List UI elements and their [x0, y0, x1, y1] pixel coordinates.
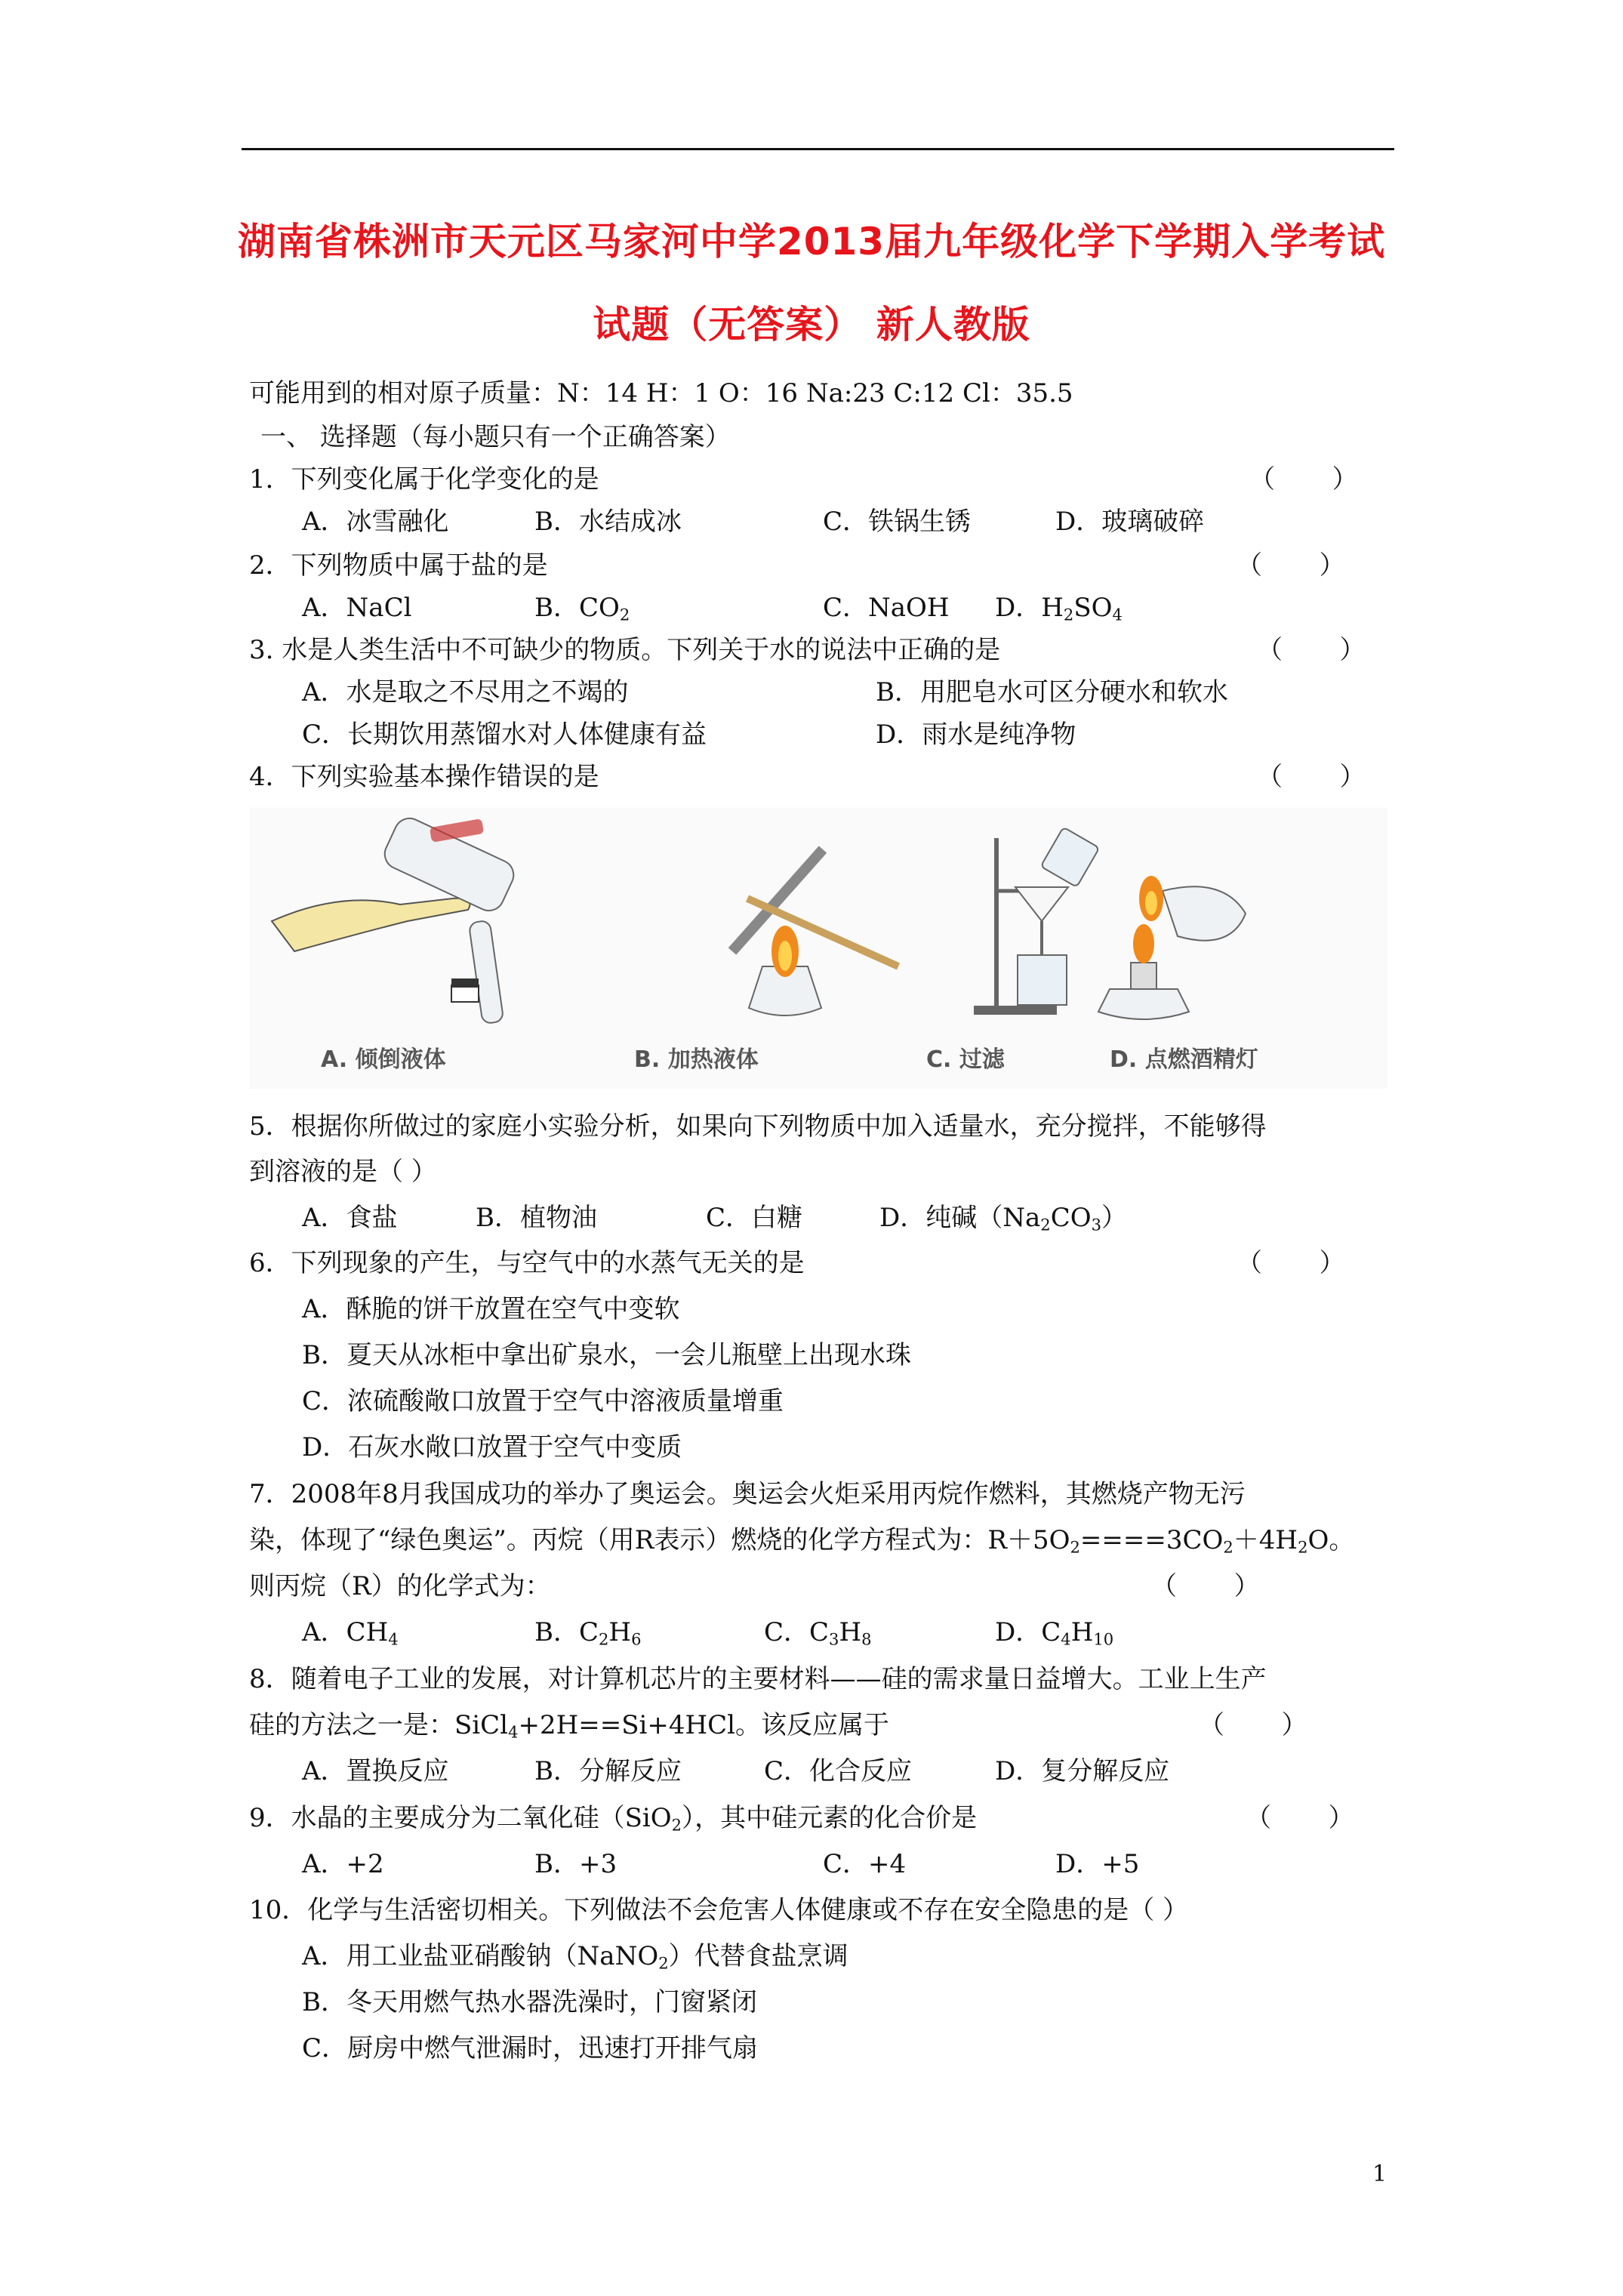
q8-stem-line2: 硅的方法之一是：SiCl$_4$+2H==Si+4HCl。该反应属于: [249, 1710, 890, 1742]
heating-liquid-illustration: [732, 849, 898, 1015]
q10-option-b: B．冬天用燃气热水器洗澡时，门窗紧闭: [302, 1987, 757, 2017]
q4-stem: 4．下列实验基本操作错误的是: [249, 762, 599, 792]
q5-option-c: C．白糖: [706, 1203, 803, 1233]
q5-option-d: D．纯碱$(Na_2CO_3)$: [879, 1203, 1128, 1234]
pouring-liquid-illustration: [272, 813, 519, 1024]
q1-option-d: D．玻璃破碎: [1055, 507, 1205, 537]
q6-answer-paren: （ ）: [1236, 1248, 1345, 1278]
section-heading: 一、 选择题（每小题只有一个正确答案）: [260, 422, 731, 452]
q5-option-b: B．植物油: [476, 1203, 597, 1233]
q2-option-d: D．$H_2SO_4$: [995, 593, 1123, 624]
q7-option-b: B．$C_2H_6$: [534, 1617, 642, 1649]
q1-option-a: A．冰雪融化: [302, 507, 449, 537]
q7-option-a: A．$CH_4$: [302, 1617, 399, 1649]
q1-stem: 1．下列变化属于化学变化的是: [249, 464, 599, 495]
q2-answer-paren: （ ）: [1236, 550, 1345, 581]
header-rule: [242, 148, 1394, 150]
q9-option-a: A．+2: [302, 1849, 384, 1879]
q10-stem: 10．化学与生活密切相关。下列做法不会危害人体健康或不存在安全隐患的是（ ）: [249, 1895, 1189, 1925]
q9-option-b: B．+3: [534, 1849, 617, 1879]
q6-stem: 6．下列现象的产生，与空气中的水蒸气无关的是: [249, 1248, 805, 1278]
lab-operations-figure: [249, 808, 1387, 1089]
q8-option-b: B．分解反应: [534, 1756, 682, 1786]
q2-stem: 2．下列物质中属于盐的是: [249, 550, 548, 581]
q6-option-b: B．夏天从冰柜中拿出矿泉水，一会儿瓶壁上出现水珠: [302, 1340, 911, 1370]
q9-option-d: D．+5: [1055, 1849, 1140, 1879]
q8-answer-paren: （ ）: [1199, 1710, 1307, 1740]
q6-option-c: C．浓硫酸敞口放置于空气中溶液质量增重: [302, 1386, 784, 1416]
q3-option-d: D．雨水是纯净物: [876, 720, 1076, 750]
q5-stem-line1: 5．根据你所做过的家庭小实验分析，如果向下列物质中加入适量水，充分搅拌，不能够得: [249, 1111, 1267, 1142]
q6-option-d: D．石灰水敞口放置于空气中变质: [302, 1432, 682, 1462]
q1-option-c: C．铁锅生锈: [823, 507, 972, 537]
q1-option-b: B．水结成冰: [534, 507, 682, 537]
q7-option-c: C．$C_3H_8$: [764, 1617, 872, 1649]
q7-option-d: D．$C_4H_{10}$: [995, 1617, 1114, 1649]
q3-stem: 3. 水是人类生活中不可缺少的物质。下列关于水的说法中正确的是: [249, 635, 1001, 665]
page-number: 1: [1372, 2161, 1387, 2187]
q8-stem-line1: 8．随着电子工业的发展，对计算机芯片的主要材料——硅的需求量日益增大。工业上生产: [249, 1664, 1267, 1694]
figure-label-c: C. 过滤: [926, 1046, 1005, 1073]
alcohol-lamp-illustration: [1098, 876, 1246, 1019]
q9-option-c: C．+4: [823, 1849, 907, 1879]
q8-option-a: A．置换反应: [302, 1756, 449, 1786]
q3-option-a: A．水是取之不尽用之不竭的: [302, 677, 629, 707]
q3-option-c: C．长期饮用蒸馏水对人体健康有益: [302, 720, 707, 750]
figure-label-b: B. 加热液体: [634, 1046, 759, 1073]
q3-option-b: B．用肥皂水可区分硬水和软水: [876, 677, 1228, 707]
q9-answer-paren: （ ）: [1246, 1803, 1354, 1833]
q2-option-a: A．NaCl: [302, 593, 412, 623]
q5-stem-line2: 到溶液的是（ ）: [249, 1157, 437, 1187]
q2-option-c: C．NaOH: [823, 593, 950, 623]
q7-answer-paren: （ ）: [1151, 1571, 1260, 1601]
q4-answer-paren: （ ）: [1257, 762, 1366, 792]
q10-option-c: C．厨房中燃气泄漏时，迅速打开排气扇: [302, 2033, 759, 2063]
q1-answer-paren: （ ）: [1249, 464, 1358, 495]
figure-label-d: D. 点燃酒精灯: [1110, 1046, 1258, 1073]
atomic-masses: 可能用到的相对原子质量：N：14 H：1 O：16 Na:23 C:12 Cl：35.5: [249, 378, 1073, 408]
figure-label-a: A. 倾倒液体: [321, 1046, 446, 1073]
q2-option-b: B．$CO_2$: [534, 593, 630, 624]
q9-stem: 9．水晶的主要成分为二氧化硅（SiO$_2$），其中硅元素的化合价是: [249, 1803, 978, 1835]
q8-option-c: C．化合反应: [764, 1756, 913, 1786]
q7-stem-line2: 染，体现了“绿色奥运”。丙烷（用R表示）燃烧的化学方程式为：$R+5O_2====3CO_2+4H_2O$。: [249, 1525, 1355, 1557]
q3-answer-paren: （ ）: [1257, 635, 1366, 665]
document-title-line2: 试题（无答案） 新人教版: [593, 303, 1030, 347]
filtration-illustration: [974, 827, 1099, 1015]
q10-option-a: A．用工业盐亚硝酸钠（NaNO$_2$）代替食盐烹调: [302, 1941, 848, 1973]
q8-option-d: D．复分解反应: [995, 1756, 1170, 1786]
document-title-line1: 湖南省株洲市天元区马家河中学2013届九年级化学下学期入学考试: [237, 220, 1386, 264]
q7-stem-line3: 则丙烷（R）的化学式为：: [249, 1571, 551, 1601]
q7-stem-line1: 7．2008年8月我国成功的举办了奥运会。奥运会火炬采用丙烷作燃料，其燃烧产物无污: [249, 1479, 1246, 1509]
q5-option-a: A．食盐: [302, 1203, 398, 1233]
q6-option-a: A．酥脆的饼干放置在空气中变软: [302, 1294, 680, 1324]
